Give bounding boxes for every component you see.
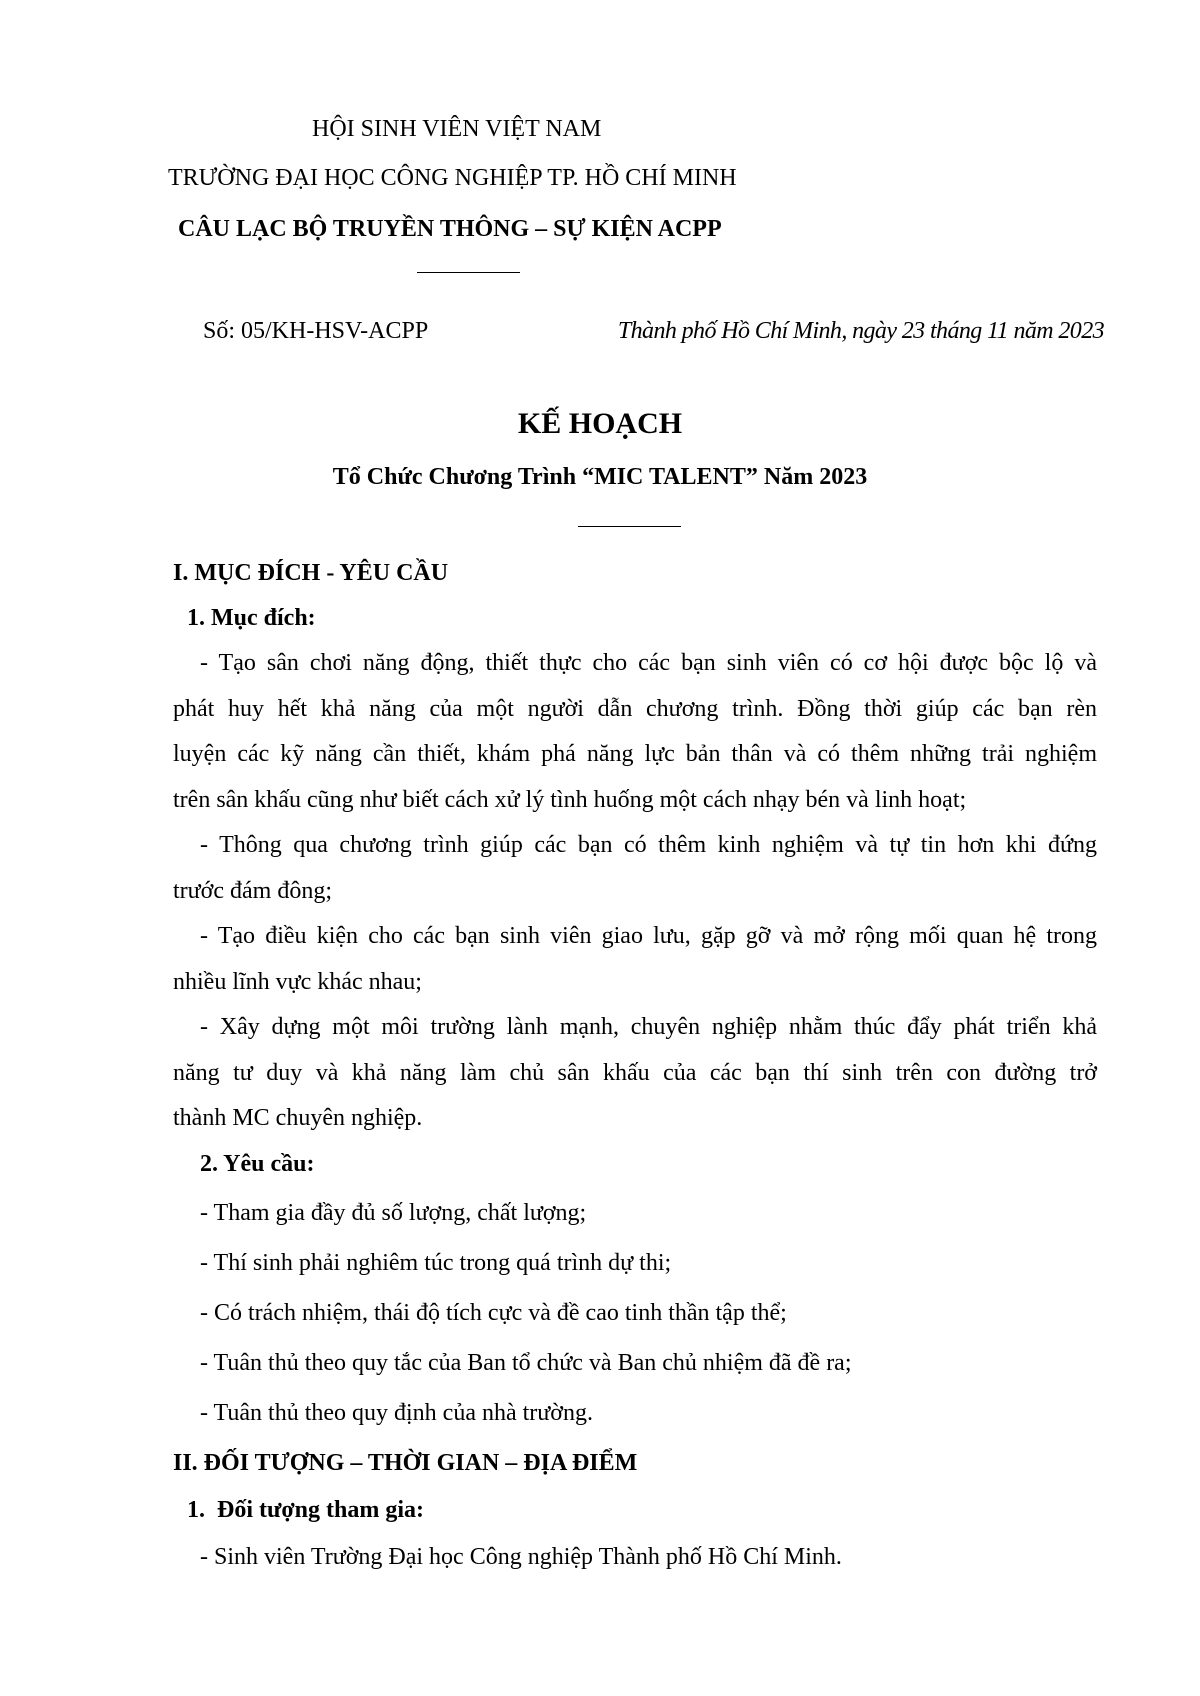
participants-text: - Sinh viên Trường Đại học Công nghiệp Thành phố Hồ Chí Minh. [200,1544,842,1570]
section-1-1-heading: 1. Mục đích: [187,605,316,631]
purpose-line: nhiều lĩnh vực khác nhau; [173,969,422,995]
purpose-line: - Tạo sân chơi năng động, thiết thực cho các bạn sinh viên có cơ hội được bộc lộ và [200,650,1097,676]
requirement-item: - Có trách nhiệm, thái độ tích cực và đề cao tinh thần tập thể; [200,1300,787,1326]
purpose-line: luyện các kỹ năng cần thiết, khám phá năng lực bản thân và có thêm những trải nghiệm [173,741,1097,767]
header-divider [417,272,520,273]
purpose-line: - Xây dựng một môi trường lành mạnh, chuyên nghiệp nhằm thúc đẩy phát triển khả [200,1014,1097,1040]
document-title: KẾ HOẠCH [517,407,683,440]
requirement-item: - Tham gia đầy đủ số lượng, chất lượng; [200,1200,587,1226]
purpose-line: - Thông qua chương trình giúp các bạn có thêm kinh nghiệm và tự tin hơn khi đứng [200,832,1097,858]
purpose-line: thành MC chuyên nghiệp. [173,1105,423,1131]
purpose-line: năng tư duy và khả năng làm chủ sân khấu của các bạn thí sinh trên con đường trở [173,1060,1097,1086]
doc-number: Số: 05/KH-HSV-ACPP [203,318,429,344]
title-divider [578,526,681,527]
section-1-heading: I. MỤC ĐÍCH - YÊU CẦU [173,560,449,586]
requirement-item: - Thí sinh phải nghiêm túc trong quá trình dự thi; [200,1250,672,1276]
purpose-line: trên sân khấu cũng như biết cách xử lý tình huống một cách nhạy bén và linh hoạt; [173,787,967,813]
purpose-line: trước đám đông; [173,878,332,904]
requirement-item: - Tuân thủ theo quy tắc của Ban tổ chức và Ban chủ nhiệm đã đề ra; [200,1350,852,1376]
org-line-1: HỘI SINH VIÊN VIỆT NAM [312,116,602,142]
section-2-1-heading: 1. Đối tượng tham gia: [187,1497,425,1523]
place-date: Thành phố Hồ Chí Minh, ngày 23 tháng 11 năm 2023 [617,318,1104,344]
section-2-heading: II. ĐỐI TƯỢNG – THỜI GIAN – ĐỊA ĐIỂM [173,1450,638,1476]
document-subtitle: Tổ Chức Chương Trình “MIC TALENT” Năm 2023 [332,464,868,490]
section-1-2-heading: 2. Yêu cầu: [200,1151,315,1177]
requirement-item: - Tuân thủ theo quy định của nhà trường. [200,1400,593,1426]
org-line-3: CÂU LẠC BỘ TRUYỀN THÔNG – SỰ KIỆN ACPP [178,216,722,242]
purpose-line: - Tạo điều kiện cho các bạn sinh viên giao lưu, gặp gỡ và mở rộng mối quan hệ trong [200,923,1097,949]
org-line-2: TRƯỜNG ĐẠI HỌC CÔNG NGHIỆP TP. HỒ CHÍ MINH [168,165,737,191]
purpose-line: phát huy hết khả năng của một người dẫn chương trình. Đồng thời giúp các bạn rèn [173,696,1097,722]
